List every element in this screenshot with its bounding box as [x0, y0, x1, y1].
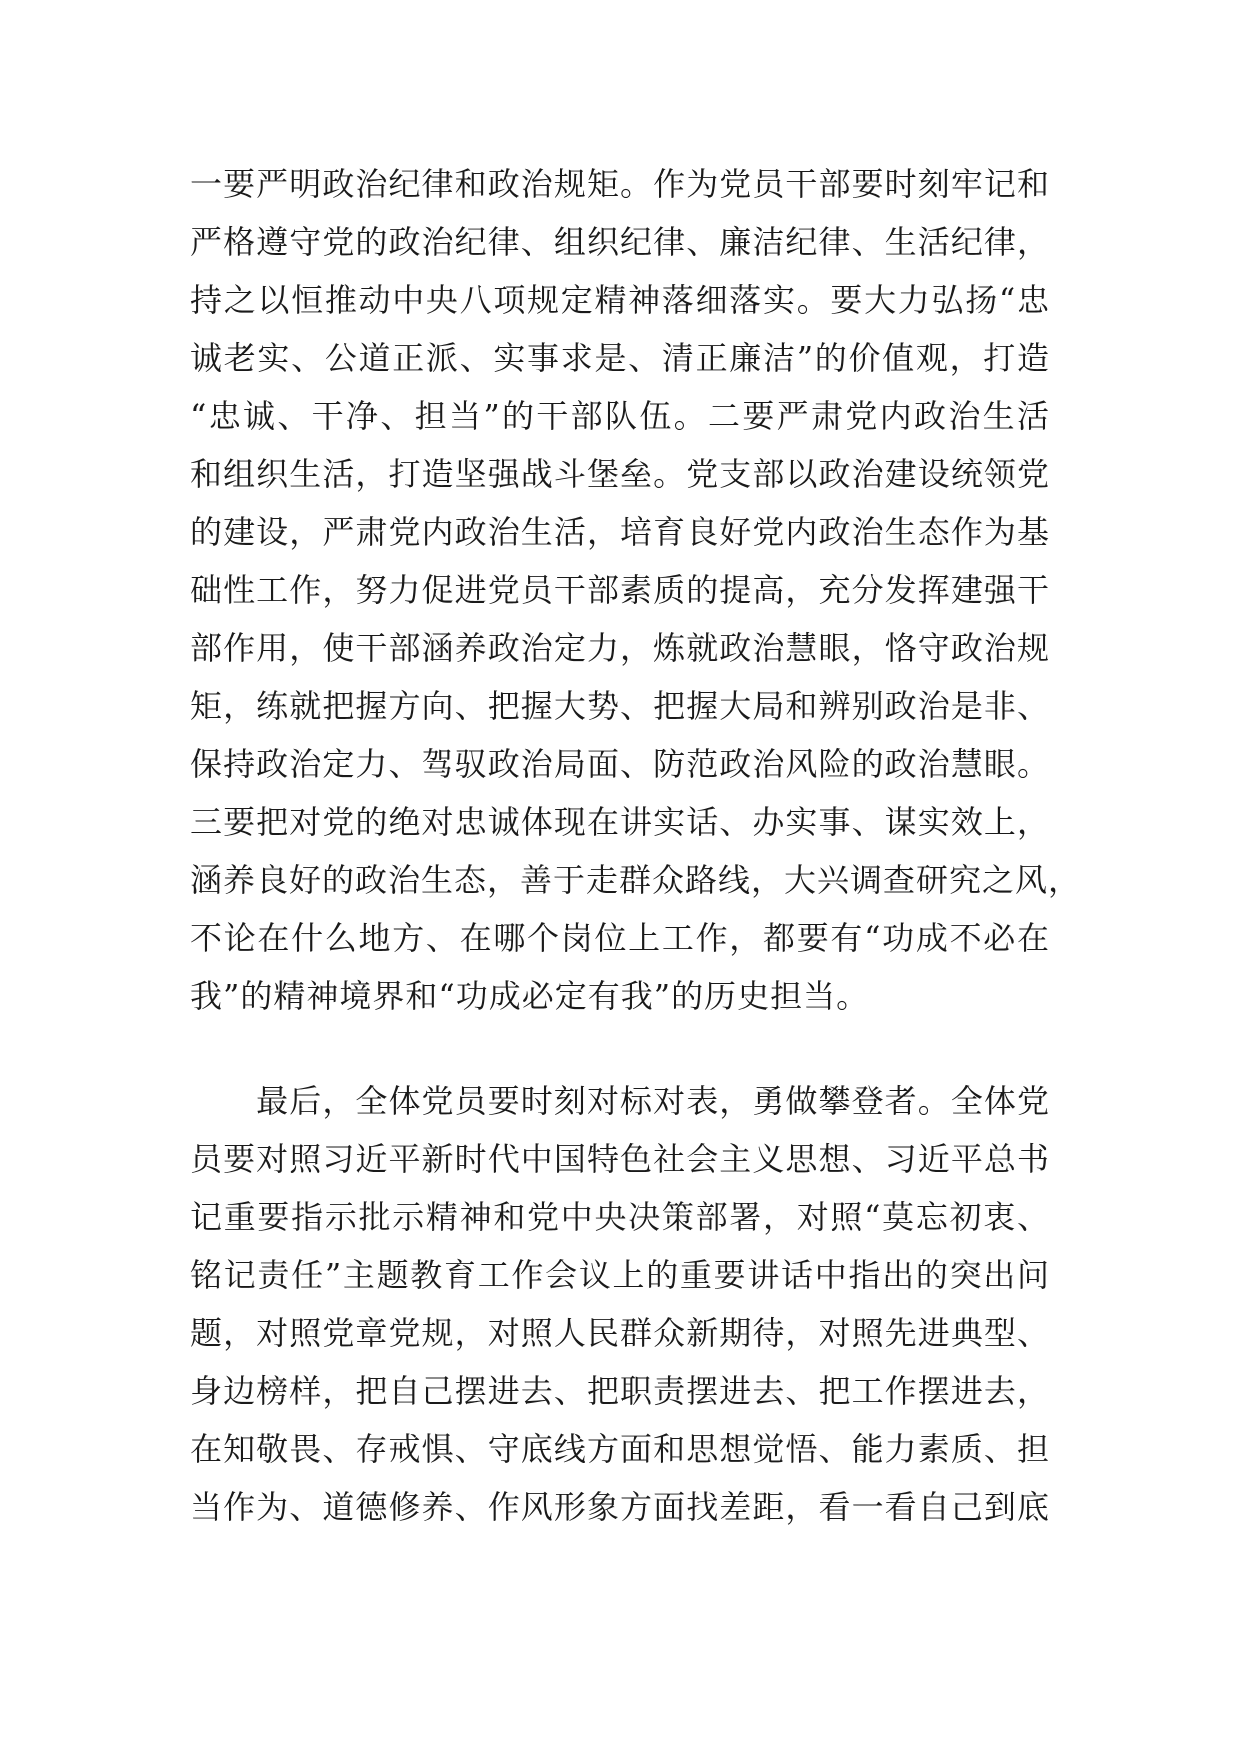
paragraph-line: 不论在什么地方、在哪个岗位上工作，都要有“功成不必在: [190, 919, 1050, 957]
paragraph-line: 题，对照党章党规，对照人民群众新期待，对照先进典型、: [190, 1314, 1050, 1352]
paragraph-line: 的建设，严肃党内政治生活，培育良好党内政治生态作为基: [190, 513, 1050, 551]
paragraph-line: 记重要指示批示精神和党中央决策部署，对照“莫忘初衷、: [190, 1198, 1050, 1236]
paragraph-political-discipline: [190, 155, 1082, 1025]
paragraph-line: 保持政治定力、驾驭政治局面、防范政治风险的政治慧眼。: [190, 745, 1050, 783]
paragraph-line: 我”的精神境界和“功成必定有我”的历史担当。: [190, 977, 870, 1015]
paragraph-line: 最后，全体党员要时刻对标对表，勇做攀登者。全体党: [190, 1082, 1050, 1120]
paragraph-line: 础性工作，努力促进党员干部素质的提高，充分发挥建强干: [190, 571, 1050, 609]
paragraph-line: 诚老实、公道正派、实事求是、清正廉洁”的价值观，打造: [190, 339, 1050, 377]
paragraph-line: 矩，练就把握方向、把握大势、把握大局和辨别政治是非、: [190, 687, 1050, 725]
paragraph-line: 和组织生活，打造坚强战斗堡垒。党支部以政治建设统领党: [190, 455, 1050, 493]
paragraph-line: 部作用，使干部涵养政治定力，炼就政治慧眼，恪守政治规: [190, 629, 1050, 667]
paragraph-line: 在知敬畏、存戒惧、守底线方面和思想觉悟、能力素质、担: [190, 1430, 1050, 1468]
paragraph-line: 严格遵守党的政治纪律、组织纪律、廉洁纪律、生活纪律，: [190, 223, 1050, 261]
paragraph-line: 三要把对党的绝对忠诚体现在讲实话、办实事、谋实效上，: [190, 803, 1050, 841]
paragraph-line: 当作为、道德修养、作风形象方面找差距，看一看自己到底: [190, 1488, 1050, 1526]
paragraph-line: 身边榜样，把自己摆进去、把职责摆进去、把工作摆进去，: [190, 1372, 1050, 1410]
paragraph-line: 员要对照习近平新时代中国特色社会主义思想、习近平总书: [190, 1140, 1050, 1178]
paragraph-line: 一要严明政治纪律和政治规矩。作为党员干部要时刻牢记和: [190, 165, 1050, 203]
paragraph-line: “忠诚、干净、担当”的干部队伍。二要严肃党内政治生活: [190, 397, 1050, 435]
paragraph-line: 持之以恒推动中央八项规定精神落细落实。要大力弘扬“忠: [190, 281, 1050, 319]
paragraph-finally-benchmark: [190, 1072, 1050, 1536]
paragraph-line: 铭记责任”主题教育工作会议上的重要讲话中指出的突出问: [190, 1256, 1050, 1294]
paragraph-line: 涵养良好的政治生态，善于走群众路线，大兴调查研究之风，: [190, 861, 1082, 899]
